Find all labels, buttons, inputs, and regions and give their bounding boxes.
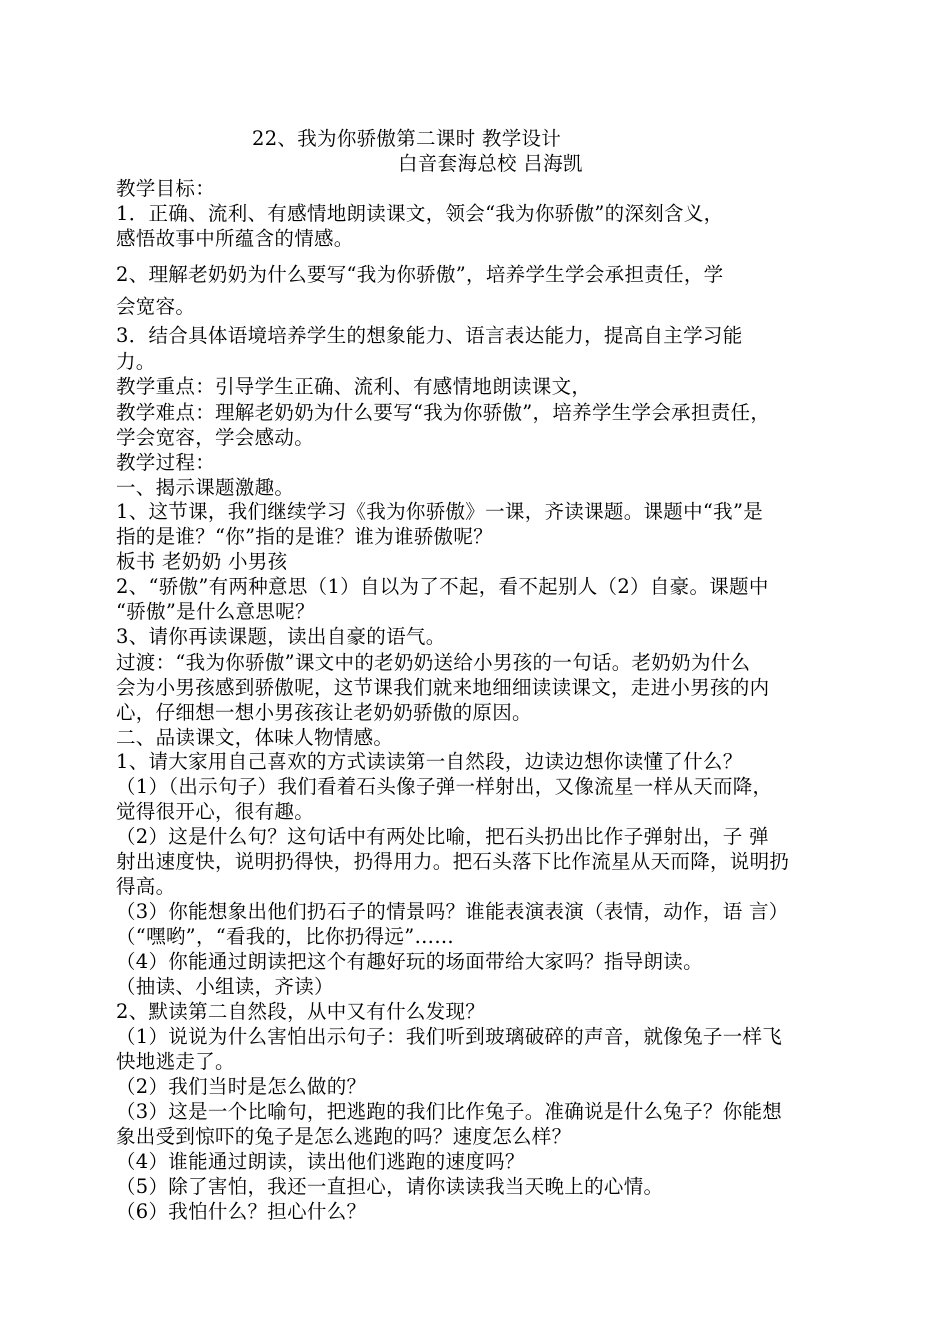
objective-3-cont: 力。 <box>116 350 156 373</box>
paragraph-line: 2、“骄傲”有两种意思（1）自以为了不起，看不起别人（2）自豪。课题中 <box>116 575 769 598</box>
paragraph-line: “骄傲”是什么意思呢？ <box>116 600 315 623</box>
document-author: 白音套海总校 吕海凯 <box>398 152 583 175</box>
objective-2: 2、理解老奶奶为什么要写“我为你骄傲”，培养学生学会承担责任，学 <box>116 263 724 286</box>
objective-3: 3．结合具体语境培养学生的想象能力、语言表达能力，提高自主学习能 <box>116 324 743 347</box>
paragraph-line: （6）我怕什么？担心什么？ <box>116 1200 367 1223</box>
paragraph-line: （2）这是什么句？这句话中有两处比喻，把石头扔出比作子弹射出，子 弹 <box>116 825 769 848</box>
paragraph-line: （2）我们当时是怎么做的？ <box>116 1075 367 1098</box>
teaching-difficulty-cont: 学会宽容，学会感动。 <box>116 426 315 449</box>
paragraph-line: （3）你能想象出他们扔石子的情景吗？谁能表演表演（表情，动作，语 言） <box>116 900 789 923</box>
paragraph-line: 1、请大家用自己喜欢的方式读读第一自然段，边读边想你读懂了什么？ <box>116 750 743 773</box>
paragraph-line: （1）说说为什么害怕出示句子：我们听到玻璃破碎的声音，就像兔子一样飞 <box>116 1025 783 1048</box>
paragraph-line: （“嘿哟”，“看我的，比你扔得远”…… <box>116 925 455 948</box>
paragraph-line: （1）（出示句子）我们看着石头像子弹一样射出，又像流星一样从天而降， <box>116 775 773 798</box>
paragraph-line: 1、这节课，我们继续学习《我为你骄傲》一课，齐读课题。课题中“我”是 <box>116 500 764 523</box>
transition-line: 心，仔细想一想小男孩孩让老奶奶骄傲的原因。 <box>116 701 532 724</box>
paragraph-line: （5）除了害怕，我还一直担心，请你读读我当天晚上的心情。 <box>116 1175 664 1198</box>
paragraph-line: 指的是谁？“你”指的是谁？谁为谁骄傲呢？ <box>116 525 493 548</box>
blackboard-note: 板书 老奶奶 小男孩 <box>116 550 288 573</box>
paragraph-line: 快地逃走了。 <box>116 1050 235 1073</box>
document-title: 22、我为你骄傲第二课时 教学设计 <box>252 127 562 150</box>
teaching-focus: 教学重点：引导学生正确、流利、有感情地朗读课文， <box>116 375 592 398</box>
section-heading-process: 教学过程： <box>116 451 216 474</box>
paragraph-line: 得高。 <box>116 875 176 898</box>
paragraph-line: 2、默读第二自然段，从中又有什么发现？ <box>116 1000 486 1023</box>
section-heading-objectives: 教学目标： <box>116 177 216 200</box>
paragraph-line: 3、请你再读课题，读出自豪的语气。 <box>116 625 446 648</box>
objective-1-cont: 感悟故事中所蕴含的情感。 <box>116 227 354 250</box>
paragraph-line: 射出速度快，说明扔得快，扔得用力。把石头落下比作流星从天而降，说明扔 <box>116 850 790 873</box>
paragraph-line: （3）这是一个比喻句，把逃跑的我们比作兔子。准确说是什么兔子？你能想 <box>116 1100 783 1123</box>
objective-2-cont: 会宽容。 <box>116 295 196 318</box>
part-two-heading: 二、品读课文，体味人物情感。 <box>116 726 394 749</box>
part-one-heading: 一、揭示课题激趣。 <box>116 476 295 499</box>
paragraph-line: （4）你能通过朗读把这个有趣好玩的场面带给大家吗？指导朗读。 <box>116 950 703 973</box>
paragraph-line: （4）谁能通过朗读，读出他们逃跑的速度吗？ <box>116 1150 525 1173</box>
transition-line: 过渡：“我为你骄傲”课文中的老奶奶送给小男孩的一句话。老奶奶为什么 <box>116 651 751 674</box>
objective-1: 1．正确、流利、有感情地朗读课文，领会“我为你骄傲”的深刻含义， <box>116 202 724 225</box>
paragraph-line: 觉得很开心，很有趣。 <box>116 800 315 823</box>
paragraph-line: （抽读、小组读，齐读） <box>116 975 334 998</box>
paragraph-line: 象出受到惊吓的兔子是怎么逃跑的吗？速度怎么样？ <box>116 1125 572 1148</box>
transition-line: 会为小男孩感到骄傲呢，这节课我们就来地细细读读课文，走进小男孩的内 <box>116 676 770 699</box>
teaching-difficulty: 教学难点：理解老奶奶为什么要写“我为你骄傲”，培养学生学会承担责任， <box>116 401 771 424</box>
